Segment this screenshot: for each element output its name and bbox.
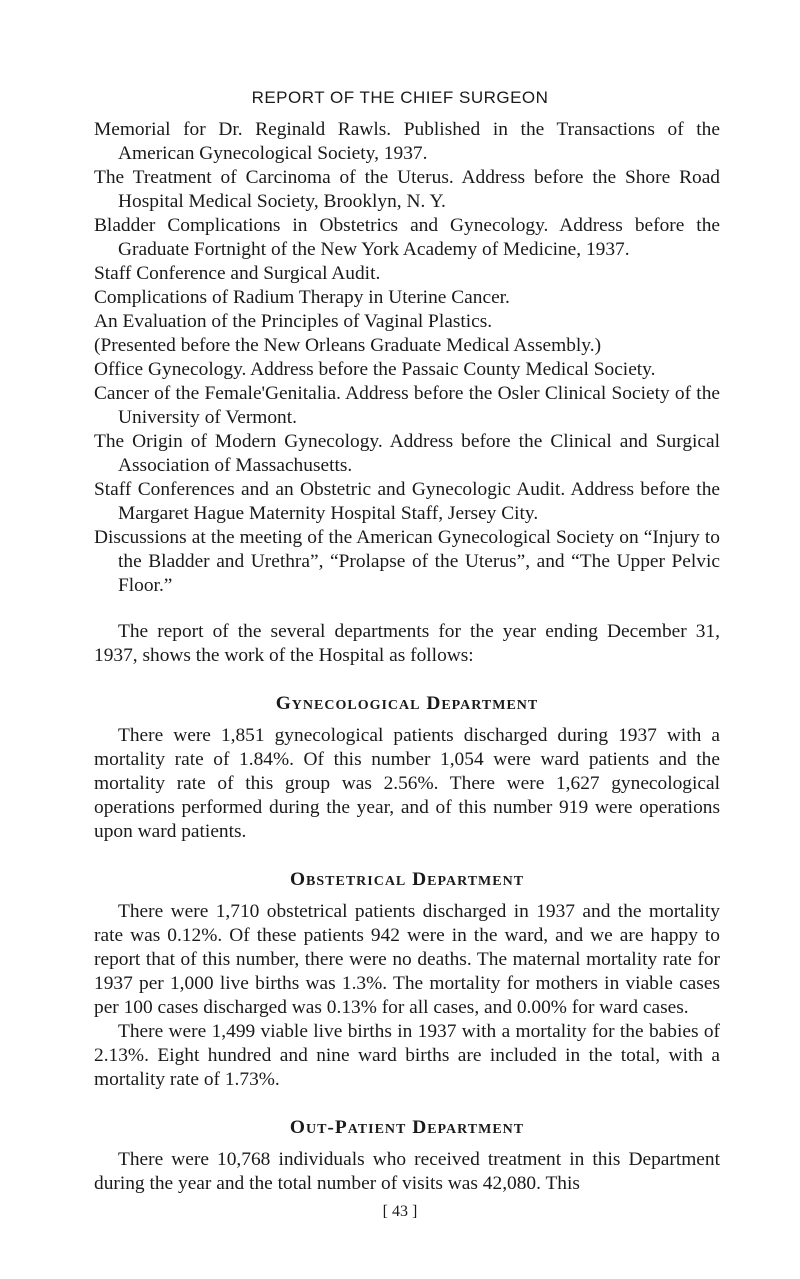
publication-entry: Memorial for Dr. Reginald Rawls. Published in the Transactions of the American Gynecological Society, 1937. — [94, 119, 720, 164]
obstetrical-paragraph: There were 1,499 viable live births in 1937 with a mortality for the babies of 2.13%. Eight hundred and nine ward births are included in the total, with a mortality rate of 1.73%. — [94, 1021, 720, 1090]
publication-entry: The Origin of Modern Gynecology. Address before the Clinical and Surgical Association of Massachusetts. — [94, 431, 720, 476]
publications-list — [94, 118, 720, 598]
page-number: [ 43 ] — [382, 1203, 418, 1220]
publication-entry: Staff Conferences and an Obstetric and Gynecologic Audit. Address before the Margaret Hague Maternity Hospital Staff, Jersey City. — [94, 479, 720, 524]
publication-entry: (Presented before the New Orleans Graduate Medical Assembly.) — [94, 335, 602, 356]
publication-entry: Discussions at the meeting of the American Gynecological Society on “Injury to the Bladder and Urethra”, “Prolapse of the Uterus”, and “The Upper Pelvic Floor.” — [94, 527, 720, 596]
out-patient-paragraph: There were 10,768 individuals who received treatment in this Department during the year and the total number of visits was 42,080. This — [94, 1149, 720, 1194]
running-header: REPORT OF THE CHIEF SURGEON — [251, 88, 549, 107]
publication-entry: Staff Conference and Surgical Audit. — [94, 263, 381, 284]
intro-paragraph: The report of the several departments for the year ending December 31, 1937, shows the work of the Hospital as follows: — [94, 621, 720, 666]
gynecological-paragraph: There were 1,851 gynecological patients discharged during 1937 with a mortality rate of 1.84%. Of this number 1,054 were ward patients and the mortality rate of this group was 2.56%. There were 1,627 gynecological operations performed during the year, and of this number 919 were operations upon ward patients. — [94, 725, 720, 842]
publication-entry: Office Gynecology. Address before the Passaic County Medical Society. — [94, 359, 656, 380]
publication-entry: Bladder Complications in Obstetrics and Gynecology. Address before the Graduate Fortnight of the New York Academy of Medicine, 1937. — [94, 215, 720, 260]
page-body — [94, 118, 720, 1196]
publication-entry: An Evaluation of the Principles of Vaginal Plastics. — [94, 311, 493, 332]
publication-entry: Complications of Radium Therapy in Uterine Cancer. — [94, 287, 510, 308]
obstetrical-department-heading: Obstetrical Department — [289, 869, 525, 890]
obstetrical-paragraph: There were 1,710 obstetrical patients discharged in 1937 and the mortality rate was 0.12%. Of these patients 942 were in the ward, and we are happy to report that of this number, there were no deaths. The maternal mortality rate for 1937 per 1,000 live births was 1.3%. The mortality for mothers in viable cases per 100 cases discharged was 0.13% for all cases, and 0.00% for ward cases. — [94, 901, 720, 1018]
publication-entry: The Treatment of Carcinoma of the Uterus. Address before the Shore Road Hospital Medical Society, Brooklyn, N. Y. — [94, 167, 720, 212]
out-patient-department-heading: Out-Patient Department — [289, 1117, 525, 1138]
publication-entry: Cancer of the Female'Genitalia. Address before the Osler Clinical Society of the University of Vermont. — [94, 383, 720, 428]
gynecological-department-heading: Gynecological Department — [275, 693, 539, 714]
